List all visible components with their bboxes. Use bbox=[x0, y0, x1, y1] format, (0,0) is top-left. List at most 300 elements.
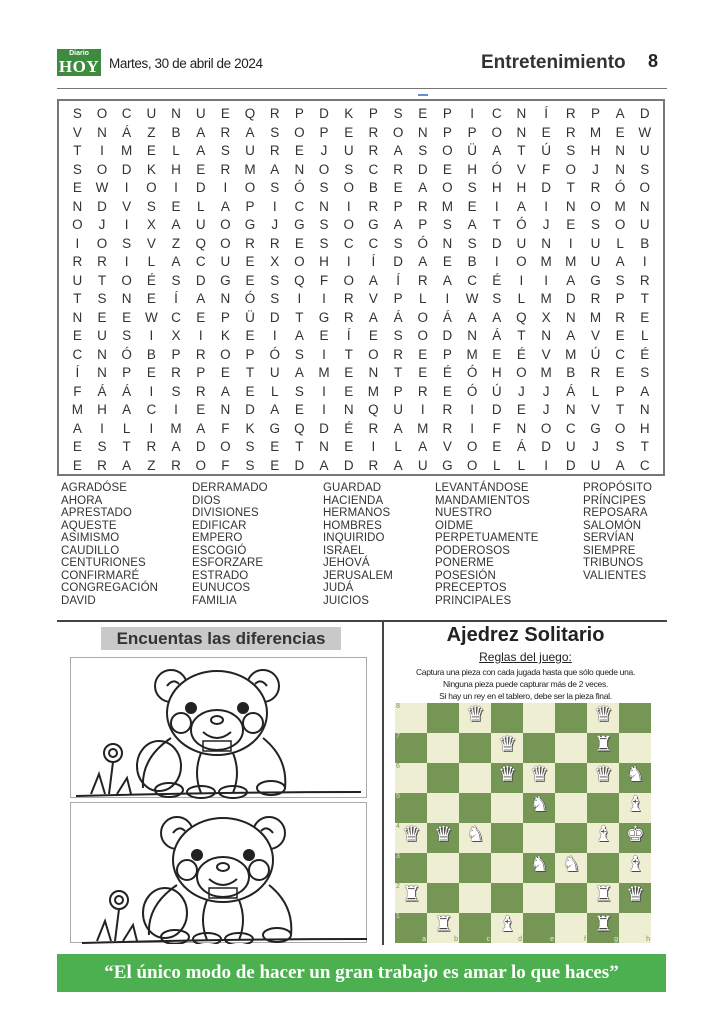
grid-letter[interactable]: Ó bbox=[614, 180, 626, 196]
grid-letter[interactable]: A bbox=[418, 254, 428, 270]
square-e1[interactable] bbox=[523, 913, 555, 943]
grid-letter[interactable]: E bbox=[442, 161, 452, 177]
grid-letter[interactable]: S bbox=[270, 180, 280, 196]
grid-letter[interactable]: M bbox=[540, 291, 552, 307]
grid-letter[interactable]: P bbox=[368, 106, 378, 122]
grid-letter[interactable]: I bbox=[346, 254, 351, 270]
grid-letter[interactable]: D bbox=[343, 457, 354, 473]
grid-letter[interactable]: I bbox=[544, 272, 548, 288]
grid-letter[interactable]: V bbox=[146, 235, 156, 251]
grid-letter[interactable]: Ó bbox=[121, 346, 132, 362]
grid-letter[interactable]: D bbox=[639, 106, 650, 122]
grid-letter[interactable]: D bbox=[195, 439, 206, 455]
grid-letter[interactable]: D bbox=[491, 235, 502, 251]
grid-letter[interactable]: U bbox=[393, 402, 403, 418]
grid-letter[interactable]: N bbox=[319, 198, 329, 214]
grid-letter[interactable]: S bbox=[615, 272, 625, 288]
grid-letter[interactable]: N bbox=[319, 439, 329, 455]
grid-letter[interactable]: T bbox=[97, 272, 107, 288]
grid-letter[interactable]: S bbox=[270, 291, 280, 307]
grid-letter[interactable]: E bbox=[516, 402, 526, 418]
grid-letter[interactable]: O bbox=[466, 457, 478, 473]
grid-letter[interactable]: A bbox=[492, 143, 502, 159]
grid-letter[interactable]: E bbox=[294, 402, 304, 418]
grid-letter[interactable]: F bbox=[319, 272, 329, 288]
grid-letter[interactable]: B bbox=[640, 235, 650, 251]
grid-letter[interactable]: A bbox=[442, 272, 452, 288]
grid-letter[interactable]: C bbox=[615, 346, 625, 362]
grid-letter[interactable]: E bbox=[245, 272, 255, 288]
grid-letter[interactable]: P bbox=[442, 124, 452, 140]
white-knight-icon[interactable]: ♞ bbox=[626, 762, 645, 786]
grid-letter[interactable]: R bbox=[269, 143, 280, 159]
grid-letter[interactable]: S bbox=[467, 235, 477, 251]
grid-letter[interactable]: L bbox=[394, 439, 402, 455]
grid-letter[interactable]: P bbox=[418, 217, 428, 233]
grid-letter[interactable]: Ú bbox=[491, 383, 502, 399]
grid-letter[interactable]: A bbox=[368, 272, 378, 288]
grid-letter[interactable]: I bbox=[75, 235, 80, 251]
grid-letter[interactable]: O bbox=[96, 161, 108, 177]
grid-letter[interactable]: N bbox=[97, 365, 107, 381]
grid-letter[interactable]: M bbox=[540, 254, 552, 270]
white-queen-icon[interactable]: ♛ bbox=[434, 822, 453, 846]
grid-letter[interactable]: I bbox=[642, 254, 647, 270]
grid-letter[interactable]: Á bbox=[122, 124, 132, 140]
grid-letter[interactable]: E bbox=[72, 457, 82, 473]
grid-letter[interactable]: S bbox=[245, 439, 255, 455]
grid-letter[interactable]: C bbox=[343, 235, 354, 251]
grid-letter[interactable]: T bbox=[517, 328, 526, 344]
grid-letter[interactable]: D bbox=[319, 420, 329, 436]
grid-letter[interactable]: I bbox=[322, 346, 326, 362]
grid-letter[interactable]: R bbox=[417, 198, 428, 214]
grid-letter[interactable]: S bbox=[442, 217, 452, 233]
grid-letter[interactable]: C bbox=[565, 420, 576, 436]
grid-letter[interactable]: R bbox=[417, 272, 428, 288]
grid-letter[interactable]: A bbox=[418, 180, 428, 196]
white-rook-icon[interactable]: ♜ bbox=[402, 882, 421, 906]
grid-letter[interactable]: C bbox=[195, 254, 206, 270]
white-rook-icon[interactable]: ♜ bbox=[594, 912, 613, 936]
grid-letter[interactable]: E bbox=[294, 143, 304, 159]
grid-letter[interactable]: K bbox=[220, 328, 230, 344]
grid-letter[interactable]: E bbox=[220, 365, 230, 381]
grid-letter[interactable]: Ó bbox=[294, 180, 305, 196]
white-queen-icon[interactable]: ♛ bbox=[594, 702, 613, 726]
square-e4[interactable] bbox=[523, 823, 555, 853]
square-c5[interactable] bbox=[459, 793, 491, 823]
grid-letter[interactable]: N bbox=[417, 124, 428, 140]
grid-letter[interactable]: W bbox=[638, 124, 652, 140]
square-c2[interactable] bbox=[459, 883, 491, 913]
grid-letter[interactable]: E bbox=[442, 254, 452, 270]
white-rook-icon[interactable]: ♜ bbox=[594, 732, 613, 756]
grid-letter[interactable]: G bbox=[294, 217, 305, 233]
grid-letter[interactable]: A bbox=[393, 143, 403, 159]
grid-letter[interactable]: O bbox=[195, 457, 206, 473]
grid-letter[interactable]: A bbox=[196, 420, 206, 436]
grid-letter[interactable]: M bbox=[244, 161, 256, 177]
grid-letter[interactable]: R bbox=[195, 346, 206, 362]
grid-letter[interactable]: D bbox=[393, 254, 403, 270]
grid-letter[interactable]: N bbox=[541, 235, 551, 251]
grid-letter[interactable]: S bbox=[220, 143, 230, 159]
grid-letter[interactable]: V bbox=[442, 439, 452, 455]
grid-letter[interactable]: O bbox=[318, 161, 330, 177]
grid-letter[interactable]: R bbox=[368, 420, 379, 436]
grid-letter[interactable]: A bbox=[319, 457, 329, 473]
grid-letter[interactable]: S bbox=[418, 143, 428, 159]
grid-letter[interactable]: R bbox=[615, 309, 625, 325]
grid-letter[interactable]: N bbox=[343, 402, 354, 418]
grid-letter[interactable]: P bbox=[467, 124, 477, 140]
square-d7[interactable] bbox=[491, 733, 523, 763]
grid-letter[interactable]: O bbox=[96, 235, 108, 251]
grid-letter[interactable]: D bbox=[195, 272, 206, 288]
grid-letter[interactable]: Ó bbox=[269, 346, 280, 362]
grid-letter[interactable]: S bbox=[72, 106, 82, 122]
grid-letter[interactable]: U bbox=[269, 365, 280, 381]
grid-letter[interactable]: N bbox=[639, 198, 650, 214]
grid-letter[interactable]: K bbox=[344, 106, 354, 122]
grid-letter[interactable]: W bbox=[95, 180, 109, 196]
grid-letter[interactable]: U bbox=[590, 457, 601, 473]
square-f8[interactable] bbox=[555, 703, 587, 733]
square-d2[interactable] bbox=[491, 883, 523, 913]
grid-letter[interactable]: E bbox=[270, 439, 280, 455]
grid-letter[interactable]: F bbox=[73, 383, 82, 399]
square-h7[interactable] bbox=[619, 733, 651, 763]
white-knight-icon[interactable]: ♞ bbox=[530, 792, 549, 816]
square-a3[interactable] bbox=[395, 853, 427, 883]
grid-letter[interactable]: E bbox=[368, 328, 378, 344]
grid-letter[interactable]: I bbox=[346, 198, 351, 214]
grid-letter[interactable]: P bbox=[615, 383, 625, 399]
grid-letter[interactable]: L bbox=[517, 291, 526, 307]
grid-letter[interactable]: D bbox=[541, 180, 551, 196]
grid-letter[interactable]: R bbox=[269, 235, 280, 251]
square-c1[interactable] bbox=[459, 913, 491, 943]
square-h5[interactable] bbox=[619, 793, 651, 823]
grid-letter[interactable]: D bbox=[565, 457, 576, 473]
grid-letter[interactable]: J bbox=[518, 383, 525, 399]
grid-letter[interactable]: J bbox=[592, 161, 599, 177]
grid-letter[interactable]: I bbox=[149, 328, 154, 344]
grid-letter[interactable]: E bbox=[640, 309, 650, 325]
grid-letter[interactable]: A bbox=[294, 328, 304, 344]
grid-letter[interactable]: R bbox=[565, 124, 576, 140]
square-b3[interactable] bbox=[427, 853, 459, 883]
grid-letter[interactable]: E bbox=[196, 402, 206, 418]
grid-letter[interactable]: E bbox=[467, 198, 477, 214]
grid-letter[interactable]: A bbox=[615, 457, 625, 473]
grid-letter[interactable]: A bbox=[171, 217, 181, 233]
grid-letter[interactable]: O bbox=[96, 106, 108, 122]
grid-letter[interactable]: Í bbox=[346, 328, 351, 344]
grid-letter[interactable]: N bbox=[97, 124, 107, 140]
square-d8[interactable] bbox=[491, 703, 523, 733]
grid-letter[interactable]: E bbox=[615, 365, 625, 381]
grid-letter[interactable]: N bbox=[442, 235, 453, 251]
grid-letter[interactable]: P bbox=[171, 346, 181, 362]
grid-letter[interactable]: L bbox=[493, 457, 501, 473]
square-a5[interactable] bbox=[395, 793, 427, 823]
square-f5[interactable] bbox=[555, 793, 587, 823]
grid-letter[interactable]: Z bbox=[171, 235, 181, 251]
white-queen-icon[interactable]: ♛ bbox=[402, 822, 421, 846]
grid-letter[interactable]: É bbox=[442, 365, 452, 381]
grid-letter[interactable]: D bbox=[269, 309, 280, 325]
grid-letter[interactable]: I bbox=[568, 235, 573, 251]
square-e6[interactable] bbox=[523, 763, 555, 793]
grid-letter[interactable]: D bbox=[417, 161, 428, 177]
square-d4[interactable] bbox=[491, 823, 523, 853]
grid-letter[interactable]: Ó bbox=[466, 365, 478, 381]
grid-letter[interactable]: V bbox=[122, 198, 132, 214]
grid-letter[interactable]: Q bbox=[516, 309, 527, 325]
grid-letter[interactable]: O bbox=[590, 198, 601, 214]
grid-letter[interactable]: R bbox=[72, 254, 83, 270]
grid-letter[interactable]: Z bbox=[147, 124, 156, 140]
grid-letter[interactable]: A bbox=[418, 439, 428, 455]
grid-letter[interactable]: S bbox=[270, 272, 280, 288]
grid-letter[interactable]: M bbox=[589, 309, 602, 325]
grid-letter[interactable]: S bbox=[294, 346, 304, 362]
grid-letter[interactable]: H bbox=[639, 420, 650, 436]
white-queen-icon[interactable]: ♛ bbox=[594, 762, 613, 786]
grid-letter[interactable]: A bbox=[294, 365, 304, 381]
grid-letter[interactable]: I bbox=[124, 254, 129, 270]
grid-letter[interactable]: M bbox=[441, 198, 454, 214]
grid-letter[interactable]: E bbox=[418, 106, 428, 122]
grid-letter[interactable]: G bbox=[590, 420, 601, 436]
square-f3[interactable] bbox=[555, 853, 587, 883]
grid-letter[interactable]: E bbox=[566, 217, 576, 233]
grid-letter[interactable]: T bbox=[245, 365, 255, 381]
grid-letter[interactable]: T bbox=[615, 402, 625, 418]
white-bishop-icon[interactable]: ♝ bbox=[626, 852, 645, 876]
grid-letter[interactable]: V bbox=[541, 346, 551, 362]
grid-letter[interactable]: W bbox=[144, 309, 158, 325]
grid-letter[interactable]: E bbox=[541, 124, 551, 140]
grid-letter[interactable]: I bbox=[494, 254, 499, 270]
square-h1[interactable] bbox=[619, 913, 651, 943]
square-h8[interactable] bbox=[619, 703, 651, 733]
grid-letter[interactable]: A bbox=[270, 402, 280, 418]
grid-letter[interactable]: N bbox=[615, 143, 625, 159]
grid-letter[interactable]: N bbox=[171, 106, 181, 122]
grid-letter[interactable]: C bbox=[146, 402, 157, 418]
grid-letter[interactable]: R bbox=[195, 383, 206, 399]
grid-letter[interactable]: M bbox=[367, 383, 380, 399]
grid-letter[interactable]: J bbox=[542, 217, 550, 233]
grid-letter[interactable]: S bbox=[319, 180, 329, 196]
grid-letter[interactable]: M bbox=[466, 346, 478, 362]
grid-letter[interactable]: Ó bbox=[466, 383, 478, 399]
grid-letter[interactable]: P bbox=[319, 124, 329, 140]
grid-letter[interactable]: D bbox=[294, 457, 305, 473]
grid-letter[interactable]: Ü bbox=[245, 309, 255, 325]
grid-letter[interactable]: U bbox=[516, 235, 527, 251]
grid-letter[interactable]: R bbox=[639, 272, 650, 288]
white-bishop-icon[interactable]: ♝ bbox=[594, 822, 613, 846]
grid-letter[interactable]: O bbox=[442, 143, 453, 159]
grid-letter[interactable]: S bbox=[122, 328, 132, 344]
grid-letter[interactable]: H bbox=[590, 143, 601, 159]
grid-letter[interactable]: A bbox=[615, 254, 625, 270]
grid-letter[interactable]: I bbox=[100, 420, 104, 436]
white-knight-icon[interactable]: ♞ bbox=[466, 822, 485, 846]
grid-letter[interactable]: O bbox=[614, 420, 626, 436]
grid-letter[interactable]: S bbox=[640, 161, 650, 177]
grid-letter[interactable]: T bbox=[517, 143, 526, 159]
grid-letter[interactable]: G bbox=[368, 217, 379, 233]
grid-letter[interactable]: S bbox=[171, 272, 181, 288]
grid-letter[interactable]: O bbox=[343, 217, 354, 233]
grid-letter[interactable]: Á bbox=[393, 309, 403, 325]
square-c8[interactable] bbox=[459, 703, 491, 733]
grid-letter[interactable]: O bbox=[146, 180, 157, 196]
grid-letter[interactable]: P bbox=[245, 198, 255, 214]
grid-letter[interactable]: M bbox=[565, 346, 577, 362]
grid-letter[interactable]: R bbox=[245, 235, 255, 251]
grid-letter[interactable]: I bbox=[420, 402, 425, 418]
grid-letter[interactable]: M bbox=[614, 198, 626, 214]
grid-letter[interactable]: N bbox=[516, 124, 527, 140]
square-e2[interactable] bbox=[523, 883, 555, 913]
grid-letter[interactable]: N bbox=[639, 402, 650, 418]
square-g2[interactable] bbox=[587, 883, 619, 913]
grid-letter[interactable]: A bbox=[196, 291, 206, 307]
grid-letter[interactable]: U bbox=[565, 439, 576, 455]
grid-letter[interactable]: R bbox=[590, 291, 601, 307]
grid-letter[interactable]: O bbox=[294, 124, 305, 140]
white-queen-icon[interactable]: ♛ bbox=[530, 762, 549, 786]
grid-letter[interactable]: R bbox=[269, 106, 280, 122]
grid-letter[interactable]: A bbox=[220, 198, 230, 214]
grid-letter[interactable]: O bbox=[220, 235, 231, 251]
square-f1[interactable] bbox=[555, 913, 587, 943]
white-rook-icon[interactable]: ♜ bbox=[594, 882, 613, 906]
square-d6[interactable] bbox=[491, 763, 523, 793]
grid-letter[interactable]: E bbox=[615, 124, 625, 140]
grid-letter[interactable]: E bbox=[146, 143, 156, 159]
grid-letter[interactable]: R bbox=[97, 254, 107, 270]
grid-letter[interactable]: N bbox=[565, 198, 576, 214]
grid-letter[interactable]: R bbox=[393, 346, 403, 362]
grid-letter[interactable]: R bbox=[171, 457, 181, 473]
grid-letter[interactable]: T bbox=[492, 217, 501, 233]
grid-letter[interactable]: P bbox=[393, 383, 403, 399]
square-f7[interactable] bbox=[555, 733, 587, 763]
grid-letter[interactable]: Í bbox=[544, 106, 548, 122]
grid-letter[interactable]: R bbox=[146, 439, 157, 455]
grid-letter[interactable]: O bbox=[491, 124, 503, 140]
grid-letter[interactable]: H bbox=[467, 161, 477, 177]
grid-letter[interactable]: D bbox=[245, 402, 255, 418]
grid-letter[interactable]: I bbox=[272, 198, 277, 214]
grid-letter[interactable]: S bbox=[97, 439, 107, 455]
grid-letter[interactable]: E bbox=[492, 346, 502, 362]
grid-letter[interactable]: B bbox=[467, 254, 477, 270]
grid-letter[interactable]: M bbox=[121, 143, 133, 159]
grid-letter[interactable]: Í bbox=[371, 254, 376, 270]
square-g1[interactable] bbox=[587, 913, 619, 943]
grid-letter[interactable]: N bbox=[516, 420, 527, 436]
square-a8[interactable] bbox=[395, 703, 427, 733]
grid-letter[interactable]: S bbox=[590, 217, 600, 233]
grid-letter[interactable]: I bbox=[322, 291, 326, 307]
grid-letter[interactable]: V bbox=[590, 328, 600, 344]
grid-letter[interactable]: C bbox=[467, 272, 477, 288]
square-h3[interactable] bbox=[619, 853, 651, 883]
grid-letter[interactable]: L bbox=[270, 383, 279, 399]
square-e5[interactable] bbox=[523, 793, 555, 823]
grid-letter[interactable]: T bbox=[295, 439, 304, 455]
square-b4[interactable] bbox=[427, 823, 459, 853]
square-c6[interactable] bbox=[459, 763, 491, 793]
grid-letter[interactable]: J bbox=[542, 383, 550, 399]
grid-letter[interactable]: É bbox=[492, 272, 502, 288]
grid-letter[interactable]: J bbox=[98, 217, 106, 233]
grid-letter[interactable]: O bbox=[220, 346, 231, 362]
grid-letter[interactable]: P bbox=[393, 198, 403, 214]
grid-letter[interactable]: T bbox=[73, 291, 82, 307]
grid-letter[interactable]: U bbox=[639, 143, 650, 159]
square-a7[interactable] bbox=[395, 733, 427, 763]
grid-letter[interactable]: A bbox=[615, 106, 625, 122]
grid-letter[interactable]: O bbox=[121, 272, 132, 288]
grid-letter[interactable]: R bbox=[343, 309, 354, 325]
grid-letter[interactable]: E bbox=[196, 309, 206, 325]
grid-letter[interactable]: N bbox=[294, 161, 305, 177]
grid-letter[interactable]: H bbox=[491, 365, 502, 381]
grid-letter[interactable]: T bbox=[122, 439, 131, 455]
square-g8[interactable] bbox=[587, 703, 619, 733]
grid-letter[interactable]: I bbox=[470, 402, 474, 418]
grid-letter[interactable]: G bbox=[269, 420, 280, 436]
grid-letter[interactable]: Ú bbox=[541, 143, 551, 159]
grid-letter[interactable]: S bbox=[319, 217, 329, 233]
grid-letter[interactable]: R bbox=[565, 106, 576, 122]
grid-letter[interactable]: M bbox=[565, 254, 577, 270]
grid-letter[interactable]: F bbox=[541, 161, 551, 177]
grid-letter[interactable]: L bbox=[517, 457, 526, 473]
grid-letter[interactable]: B bbox=[146, 346, 156, 362]
grid-letter[interactable]: T bbox=[295, 309, 304, 325]
grid-letter[interactable]: E bbox=[344, 365, 354, 381]
grid-letter[interactable]: R bbox=[368, 124, 379, 140]
grid-letter[interactable]: L bbox=[147, 254, 156, 270]
grid-letter[interactable]: A bbox=[72, 420, 82, 436]
grid-letter[interactable]: O bbox=[220, 439, 231, 455]
grid-letter[interactable]: R bbox=[590, 365, 601, 381]
grid-letter[interactable]: H bbox=[97, 402, 107, 418]
grid-letter[interactable]: J bbox=[320, 143, 328, 159]
grid-letter[interactable]: Í bbox=[174, 291, 178, 307]
grid-letter[interactable]: A bbox=[245, 124, 255, 140]
grid-letter[interactable]: E bbox=[492, 439, 502, 455]
white-queen-icon[interactable]: ♛ bbox=[466, 702, 485, 726]
grid-letter[interactable]: R bbox=[393, 161, 403, 177]
grid-letter[interactable]: A bbox=[196, 143, 206, 159]
grid-letter[interactable]: E bbox=[393, 180, 403, 196]
white-rook-icon[interactable]: ♜ bbox=[434, 912, 453, 936]
grid-letter[interactable]: E bbox=[146, 365, 156, 381]
grid-letter[interactable]: O bbox=[639, 180, 651, 196]
square-f4[interactable] bbox=[555, 823, 587, 853]
